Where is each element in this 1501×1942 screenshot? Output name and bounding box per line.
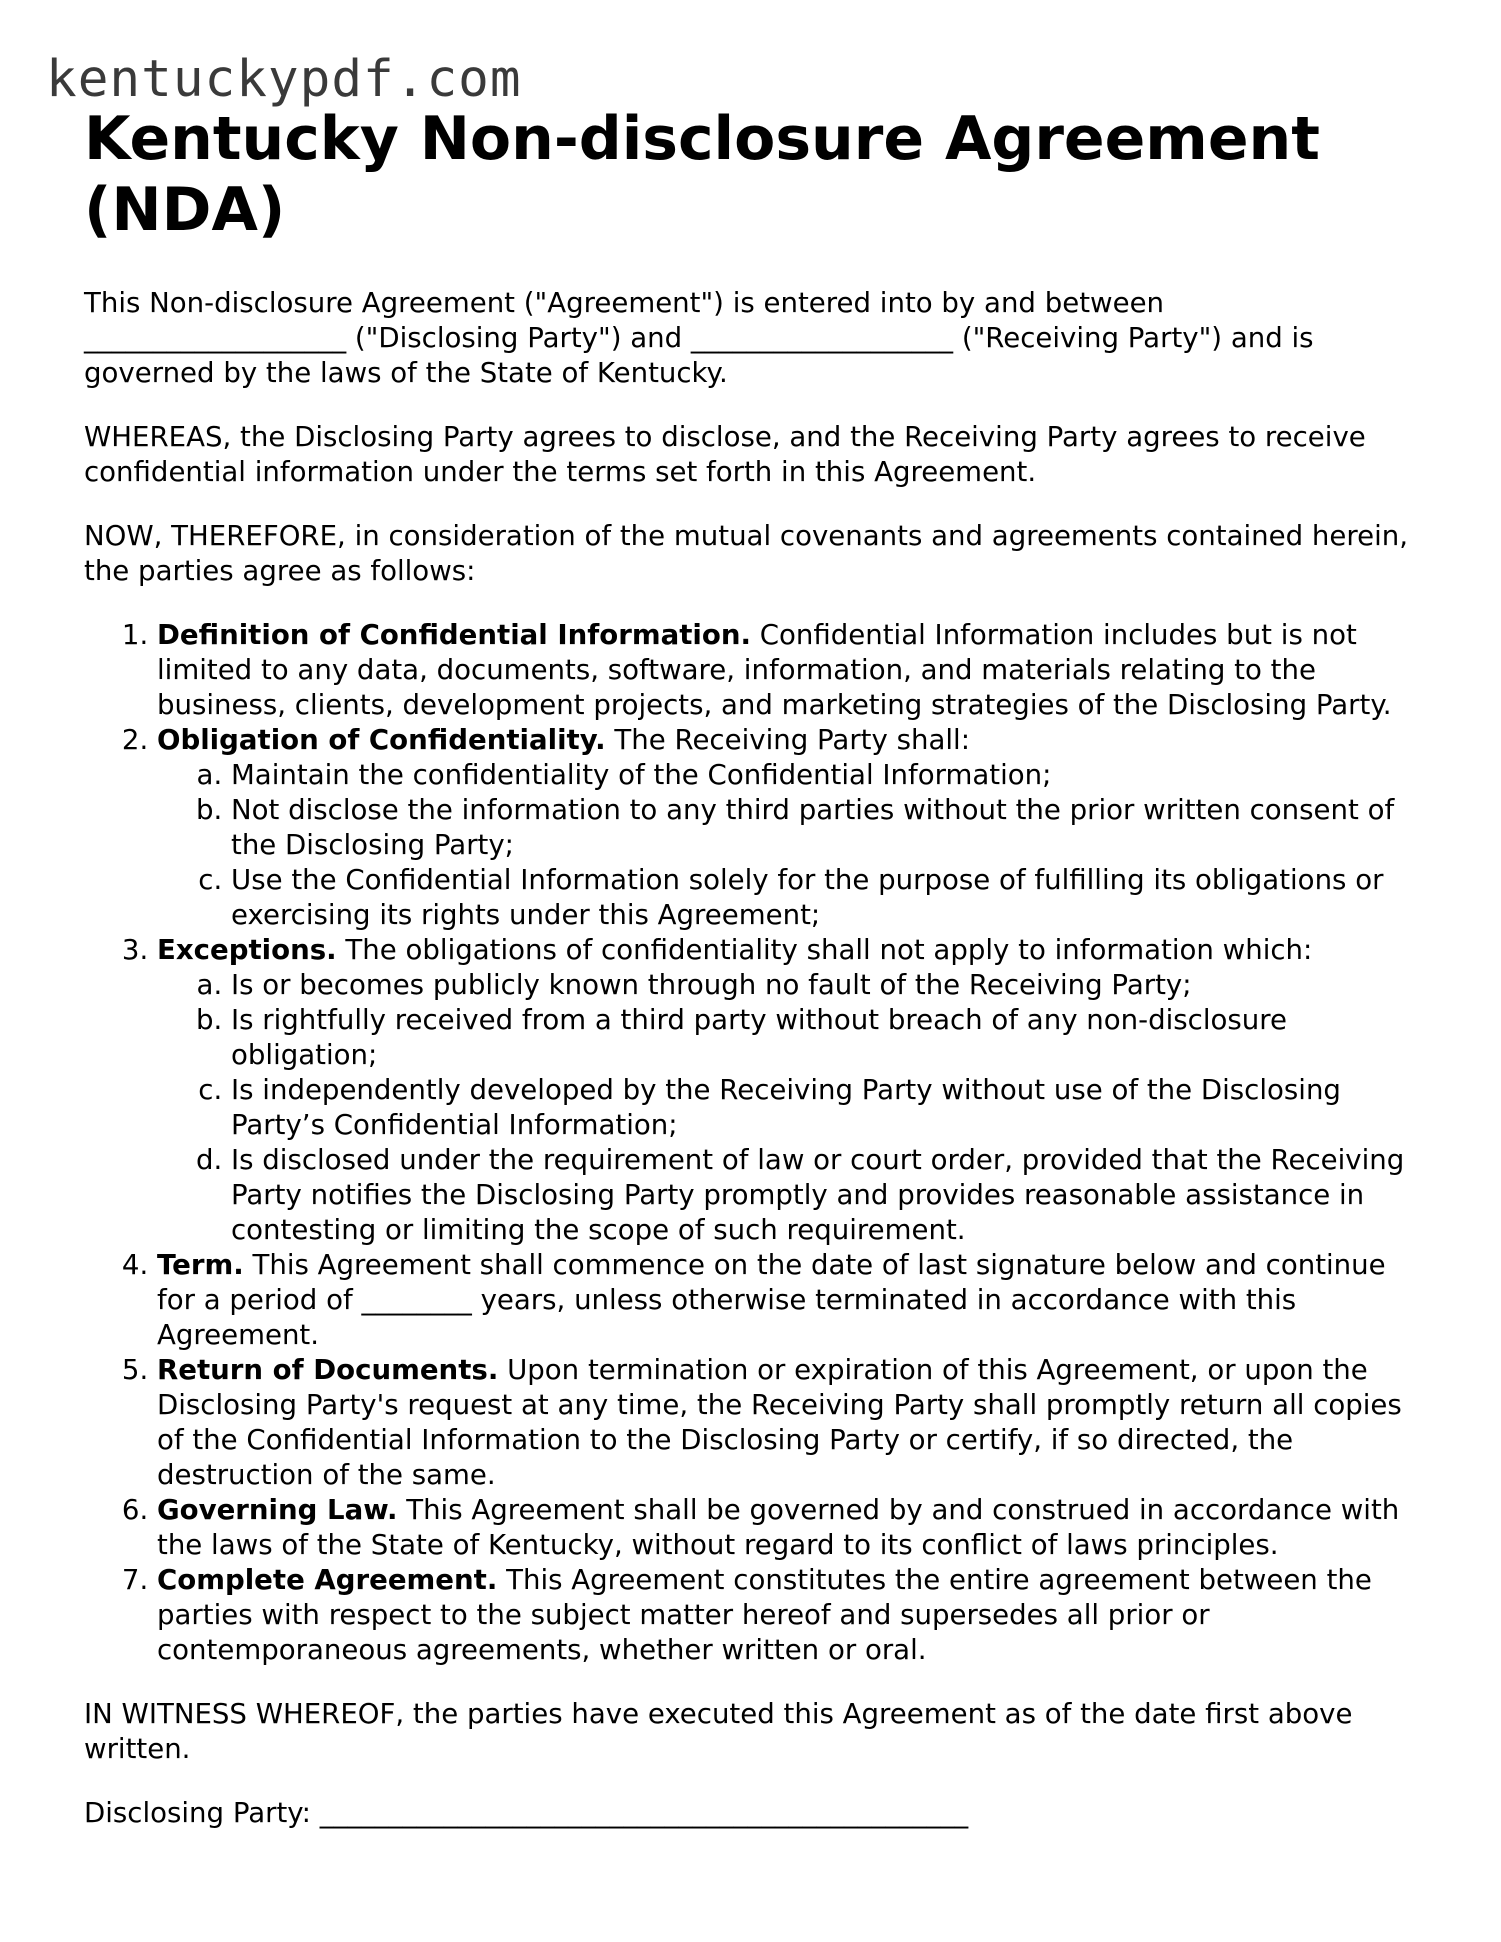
section-term-length bbox=[157, 1247, 1429, 1352]
list-item: a. Is or becomes publicly known through no fault of the Receiving Party; bbox=[231, 967, 1429, 1002]
section-text: The obligations of confidentiality shall not apply to information which: bbox=[336, 933, 1313, 966]
receiving-party-label: ("Receiving Party") and is governed by the laws of the State of Kentucky. bbox=[84, 321, 1314, 389]
section-term: Return of Documents. bbox=[157, 1353, 499, 1386]
section-definition bbox=[157, 617, 1429, 722]
section-exceptions bbox=[157, 932, 1429, 1247]
intro-lead: This Non-disclosure Agreement ("Agreement") is entered into by and between bbox=[84, 286, 1165, 319]
agreement-sections bbox=[84, 617, 1429, 1667]
list-item: c. Is independently developed by the Receiving Party without use of the Disclosing Party’s Confidential Information; bbox=[231, 1072, 1429, 1142]
section-text: The Receiving Party shall: bbox=[605, 723, 970, 756]
section-term: Obligation of Confidentiality. bbox=[157, 723, 606, 756]
receiving-party-blank[interactable]: ___________________ bbox=[690, 321, 954, 354]
term-years-blank[interactable]: ________ bbox=[361, 1283, 472, 1316]
whereas-paragraph: WHEREAS, the Disclosing Party agrees to disclose, and the Receiving Party agrees to receive confidential information under the terms set forth in this Agreement. bbox=[84, 420, 1366, 488]
site-watermark: kentuckypdf.com bbox=[46, 50, 522, 109]
list-item: b. Not disclose the information to any third parties without the prior written consent of the Disclosing Party; bbox=[231, 792, 1429, 862]
section-text: This Agreement constitutes the entire agreement between the parties with respect to the subject matter hereof and supersedes all prior or contemporaneous agreements, whether written or oral. bbox=[157, 1563, 1372, 1666]
section-return-documents bbox=[157, 1352, 1429, 1492]
list-item: b. Is rightfully received from a third party without breach of any non-disclosure obligation; bbox=[231, 1002, 1429, 1072]
section-text: Confidential Information includes but is not limited to any data, documents, software, information, and materials relating to the business, clients, development projects, and marketing strategies of the Disclosing Party. bbox=[157, 618, 1392, 721]
section-term: Term. bbox=[157, 1248, 244, 1281]
now-therefore-paragraph: NOW, THEREFORE, in consideration of the mutual covenants and agreements contained herein, the parties agree as follows: bbox=[84, 519, 1409, 587]
list-item: d. Is disclosed under the requirement of law or court order, provided that the Receiving Party notifies the Disclosing Party promptly and provides reasonable assistance in contesting or limiting the scope of such requirement. bbox=[231, 1142, 1429, 1247]
disclosing-party-label: ("Disclosing Party") and bbox=[346, 321, 691, 354]
section-term: Complete Agreement. bbox=[157, 1563, 498, 1596]
exception-items bbox=[157, 967, 1429, 1247]
section-complete-agreement bbox=[157, 1562, 1429, 1667]
section-term: Governing Law. bbox=[157, 1493, 398, 1526]
section-governing-law bbox=[157, 1492, 1429, 1562]
obligation-items bbox=[157, 757, 1429, 932]
section-text: years, unless otherwise terminated in accordance with this Agreement. bbox=[157, 1283, 1297, 1351]
list-item: c. Use the Confidential Information solely for the purpose of fulfilling its obligations or exercising its rights under this Agreement; bbox=[231, 862, 1429, 932]
signature-block bbox=[84, 1795, 1429, 1830]
intro-paragraph bbox=[84, 285, 1429, 390]
section-text: This Agreement shall commence on the date of last signature below and continue for a period of bbox=[157, 1248, 1386, 1316]
section-text: Upon termination or expiration of this Agreement, or upon the Disclosing Party's request at any time, the Receiving Party shall promptly return all copies of the Confidential Information to the Disclosing Party or certify, if so directed, the destruction of the same. bbox=[157, 1353, 1402, 1491]
list-item: a. Maintain the confidentiality of the Confidential Information; bbox=[231, 757, 1429, 792]
document-title: Kentucky Non-disclosure Agreement (NDA) bbox=[84, 104, 1320, 245]
disclosing-party-blank[interactable]: ___________________ bbox=[84, 321, 347, 354]
section-term: Exceptions. bbox=[157, 933, 337, 966]
section-text: This Agreement shall be governed by and construed in accordance with the laws of the State of Kentucky, without regard to its conflict of laws principles. bbox=[157, 1493, 1400, 1561]
disclosing-party-signature-line[interactable]: _______________________________________________ bbox=[319, 1796, 969, 1829]
section-obligation bbox=[157, 722, 1429, 932]
witness-paragraph: IN WITNESS WHEREOF, the parties have executed this Agreement as of the date first above written. bbox=[84, 1697, 1353, 1765]
section-term: Definition of Confidential Information. bbox=[157, 618, 751, 651]
document-page bbox=[84, 104, 1429, 1859]
signature-label: Disclosing Party: bbox=[84, 1796, 320, 1829]
